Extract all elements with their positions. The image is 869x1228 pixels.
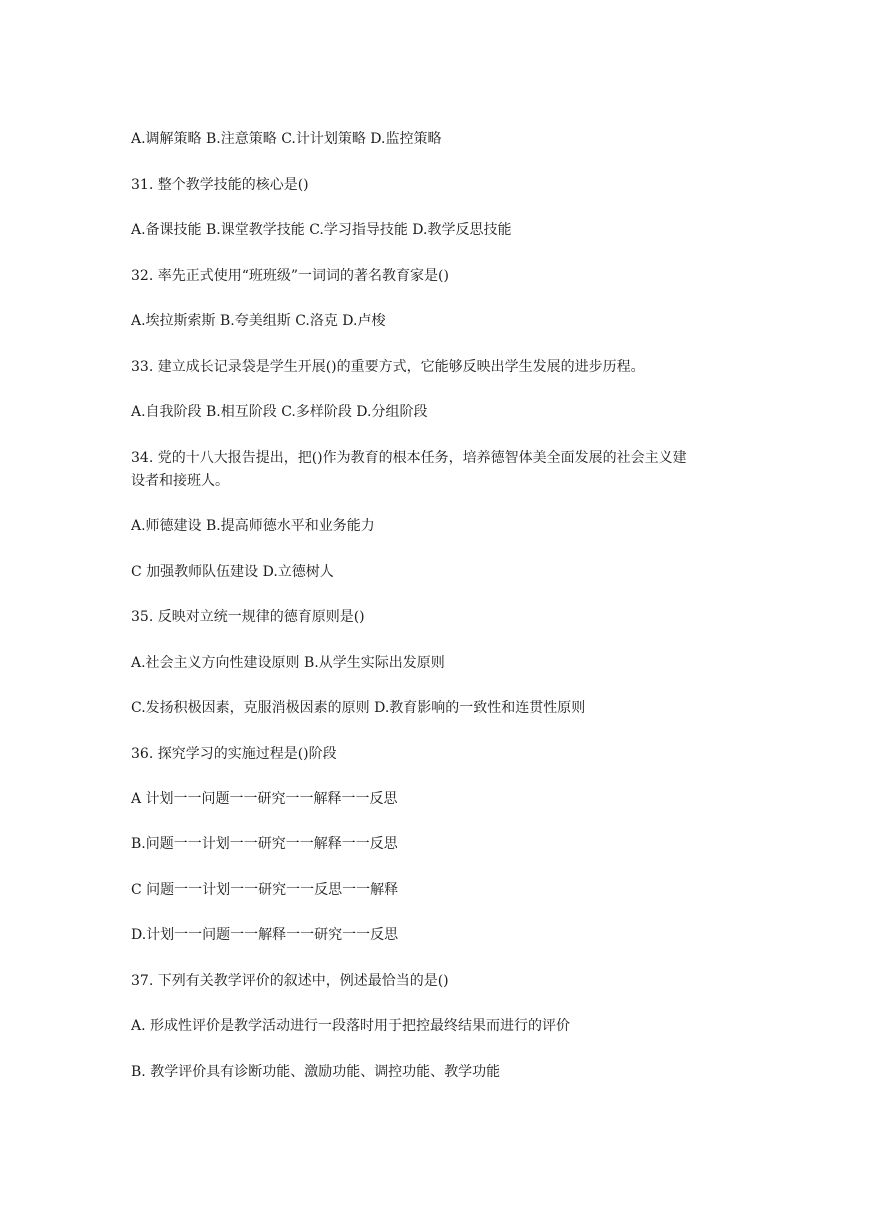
option-q37-a: A. 形成性评价是教学活动进行一段落时用于把控最终结果而进行的评价 bbox=[131, 1018, 571, 1034]
question-34: 34. 党的十八大报告提出，把()作为教育的根本任务，培养德智体美全面发展的社会主义建 bbox=[131, 450, 687, 466]
question-33: 33. 建立成长记录袋是学生开展()的重要方式，它能够反映出学生发展的进步历程。 bbox=[131, 359, 645, 375]
option-line-q34-cd: C 加强教师队伍建设 D.立德树人 bbox=[131, 564, 334, 580]
option-q36-a: A 计划一一问题一一研究一一解释一一反思 bbox=[131, 791, 398, 807]
option-line-q30: A.调解策略 B.注意策略 C.计计划策略 D.监控策略 bbox=[131, 131, 442, 147]
option-line-q31: A.备课技能 B.课堂教学技能 C.学习指导技能 D.教学反思技能 bbox=[131, 222, 512, 238]
question-34-continued: 设者和接班人。 bbox=[131, 473, 229, 489]
option-line-q35-ab: A.社会主义方向性建设原则 B.从学生实际出发原则 bbox=[131, 655, 445, 671]
question-37: 37. 下列有关教学评价的叙述中，例述最恰当的是() bbox=[131, 973, 449, 989]
option-line-q33: A.自我阶段 B.相互阶段 C.多样阶段 D.分组阶段 bbox=[131, 404, 428, 420]
option-line-q32: A.埃拉斯索斯 B.夸美组斯 C.洛克 D.卢梭 bbox=[131, 313, 386, 329]
option-line-q35-cd: C.发扬积极因素，克服消极因素的原则 D.教育影响的一致性和连贯性原则 bbox=[131, 700, 586, 716]
question-32: 32. 率先正式使用“班班级”一词词的著名教育家是() bbox=[131, 268, 449, 284]
option-q36-b: B.问题一一计划一一研究一一解释一一反思 bbox=[131, 836, 398, 852]
question-36: 36. 探究学习的实施过程是()阶段 bbox=[131, 746, 337, 762]
option-line-q34-ab: A.师德建设 B.提高师德水平和业务能力 bbox=[131, 518, 375, 534]
option-q36-c: C 问题一一计划一一研究一一反思一一解释 bbox=[131, 882, 399, 898]
option-q37-b: B. 教学评价具有诊断功能、激励功能、调控功能、教学功能 bbox=[131, 1064, 501, 1080]
option-q36-d: D.计划一一问题一一解释一一研究一一反思 bbox=[131, 927, 399, 943]
question-35: 35. 反映对立统一规律的德育原则是() bbox=[131, 609, 365, 625]
question-31: 31. 整个教学技能的核心是() bbox=[131, 177, 309, 193]
